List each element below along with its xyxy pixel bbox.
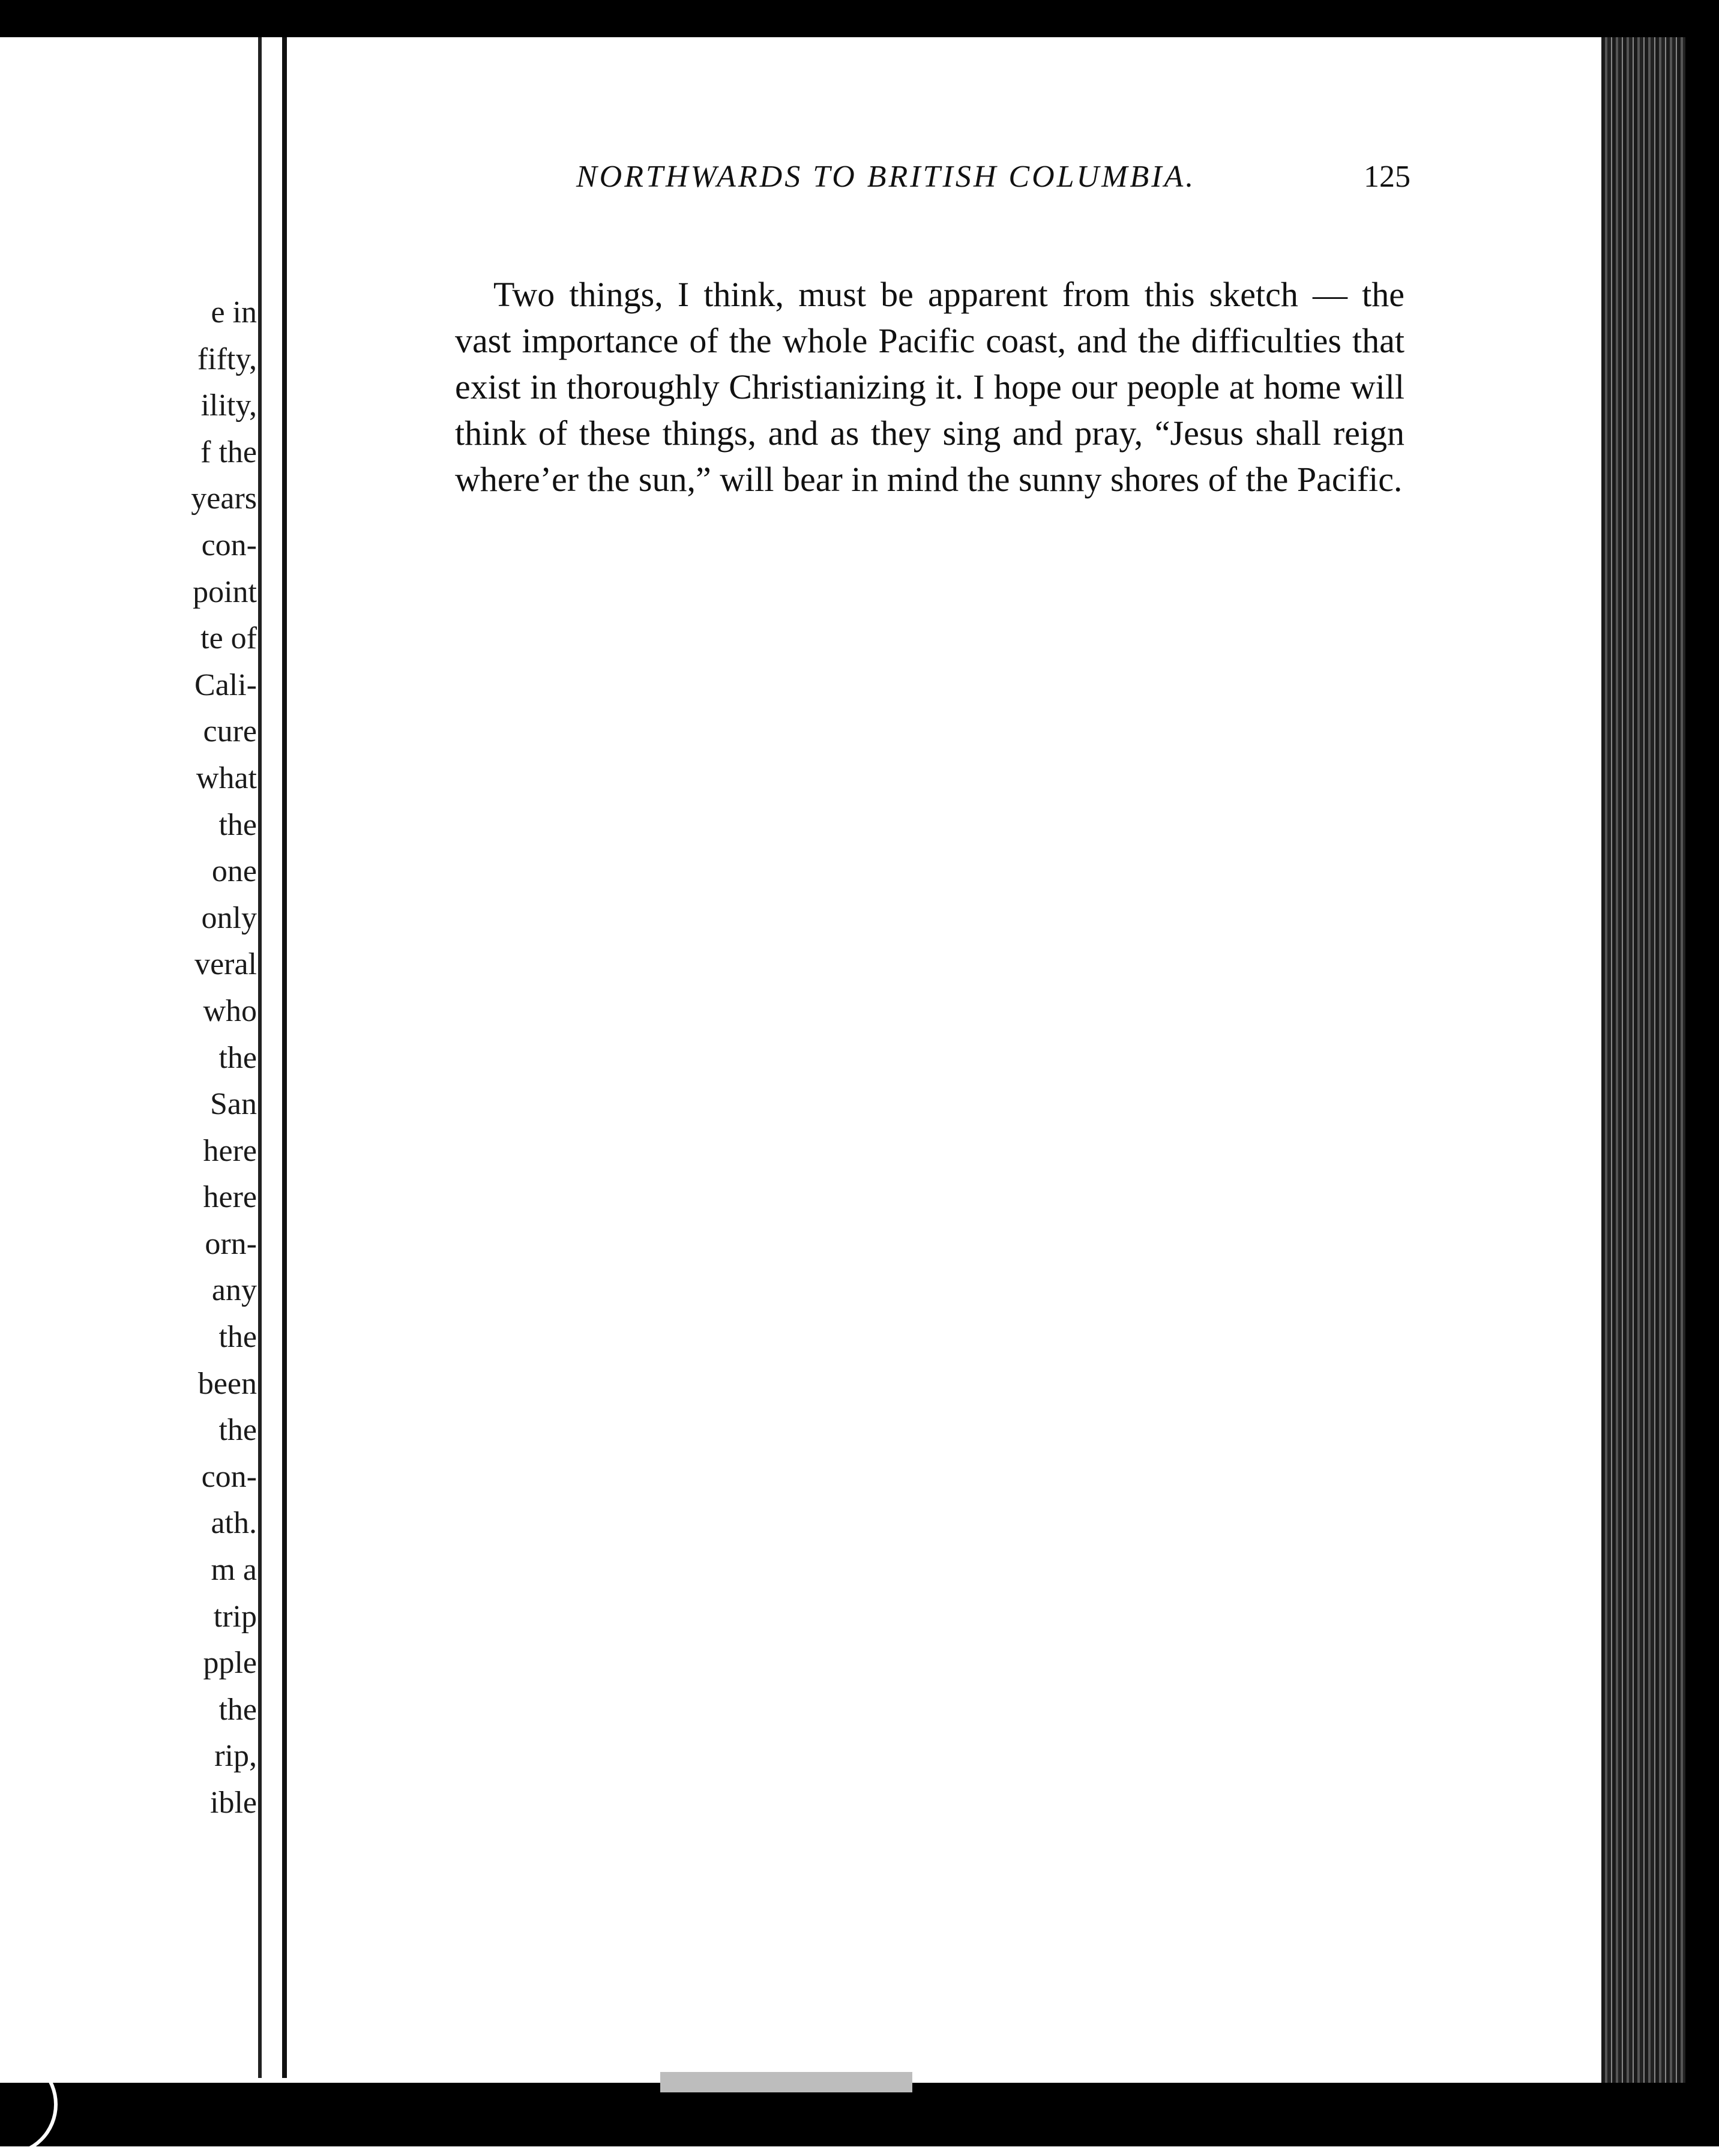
body-paragraph: Two things, I think, must be apparent from this sketch — the vast importance of the whole Pacific coast, and the difficulties that exist in thoroughly Christianizing it. I hope our people at home will think of these things, and as they sing and pray, “Jesus shall reign where’er the sun,” will bear in mind the sunny shores of the Pacific. bbox=[455, 275, 1404, 499]
left-page-line: San bbox=[210, 1087, 257, 1122]
left-page-line: trip bbox=[213, 1599, 257, 1634]
left-page-line: f the bbox=[200, 435, 257, 469]
left-page-line: ath. bbox=[211, 1506, 257, 1541]
left-page-line: te of bbox=[200, 621, 257, 656]
page-number: 125 bbox=[1364, 160, 1410, 194]
left-page-line: ible bbox=[210, 1786, 257, 1820]
left-page-line: ility, bbox=[200, 388, 257, 423]
right-page-edge bbox=[282, 37, 287, 2078]
left-page-line: the bbox=[218, 1413, 257, 1448]
scan-top-border bbox=[0, 0, 1719, 37]
running-head bbox=[288, 159, 1410, 194]
left-page-line: cure bbox=[203, 714, 257, 749]
page-bottom-tab bbox=[660, 2072, 912, 2092]
left-page-line: one bbox=[211, 854, 257, 889]
left-page-line: any bbox=[211, 1273, 257, 1308]
left-page-line: been bbox=[197, 1366, 257, 1401]
left-page-line: only bbox=[201, 900, 257, 935]
left-page-line: what bbox=[196, 760, 257, 795]
left-page-line: the bbox=[218, 1040, 257, 1075]
left-page-line: orn- bbox=[205, 1226, 257, 1261]
left-page-line: e in bbox=[211, 295, 257, 330]
left-page-line: the bbox=[218, 1692, 257, 1727]
page-gutter bbox=[262, 37, 272, 2114]
left-page-line: rip, bbox=[214, 1739, 257, 1774]
scan-right-border bbox=[1685, 0, 1719, 2146]
left-page-line: con- bbox=[201, 1459, 257, 1494]
left-page-line: who bbox=[203, 993, 257, 1028]
left-facing-page bbox=[0, 37, 264, 2114]
left-page-line: m a bbox=[211, 1553, 257, 1588]
book-page-edges bbox=[1601, 37, 1685, 2090]
left-page-line: the bbox=[218, 807, 257, 842]
left-page-line: here bbox=[203, 1133, 257, 1168]
left-page-line: veral bbox=[194, 947, 257, 982]
left-page-line: Cali- bbox=[194, 667, 257, 702]
left-page-line: fifty, bbox=[197, 342, 257, 376]
running-title: NORTHWARDS TO BRITISH COLUMBIA. bbox=[576, 160, 1196, 194]
left-page-line: the bbox=[218, 1320, 257, 1355]
left-page-line: con- bbox=[201, 528, 257, 562]
left-page-line: pple bbox=[203, 1646, 257, 1681]
left-page-text-fragments bbox=[191, 289, 257, 1826]
left-page-line: point bbox=[193, 574, 257, 609]
left-page-line: here bbox=[203, 1180, 257, 1215]
left-page-line: years bbox=[191, 481, 257, 516]
